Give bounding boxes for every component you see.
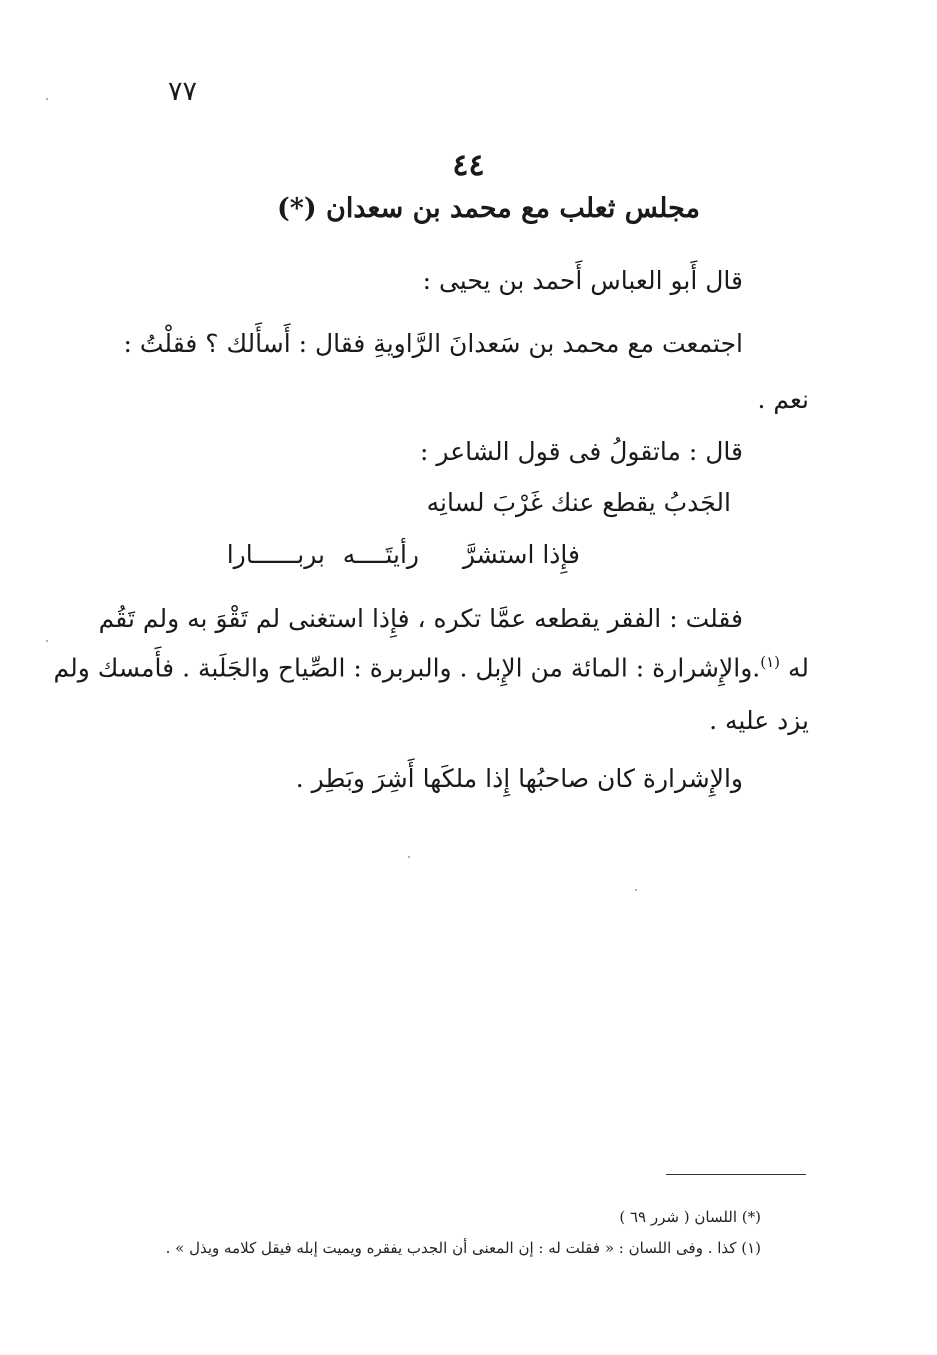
footnote-star: (*) اللسان ( شرر ٦٩ )	[619, 1208, 761, 1226]
para2-line-2	[53, 653, 809, 683]
verse-line-2-part-a: فإِذا استشرَّ	[462, 540, 580, 569]
scan-speck	[408, 856, 410, 858]
body-line-2: اجتمعت مع محمد بن سَعدانَ الرَّاويةِ فقال : أَسأَلك ؟ فقلْتُ :	[123, 329, 743, 358]
chapter-heading: مجلس ثعلب مع محمد بن سعدان (*)	[276, 193, 701, 224]
verse-line-2-part-c: بربــــــارا	[226, 540, 325, 569]
para2-line-3: يزد عليه .	[709, 706, 809, 735]
body-line-1: قال أَبو العباس أَحمد بن يحيى :	[422, 266, 743, 295]
body-line-3: نعم .	[757, 385, 809, 414]
scan-speck	[46, 98, 48, 100]
verse-line-2-part-b: رأيتَــــه	[342, 540, 419, 569]
section-number: ٤٤	[452, 148, 485, 183]
verse-line-1: الجَدبُ يقطع عنك غَرْبَ لسانِه	[426, 488, 731, 517]
para2-line-2-start: له	[787, 653, 809, 683]
body-line-4: قال : ماتقولُ فى قول الشاعر :	[420, 437, 743, 466]
para3-line-1: والإِشرارة كان صاحبُها إِذا ملكَها أَشِرَ وبَطِر .	[295, 764, 743, 793]
para2-line-1: فقلت : الفقر يقطعه عمَّا تكره ، فإِذا استغنى لم تَقْوَ به ولم تَقُم	[98, 604, 743, 633]
para2-line-2-rest: .والإِشرارة : المائة من الإِبل . والبربرة : الصِّياح والجَلَبة . فأَمسك ولم	[53, 653, 761, 683]
scan-speck	[635, 889, 637, 891]
footnote-1: (١) كذا . وفى اللسان : « فقلت له : إن المعنى أن الجدب يفقره ويميت إبله فيقل كلامه ويذل » .	[165, 1239, 761, 1257]
scan-speck	[46, 640, 48, 642]
footnote-divider	[666, 1174, 806, 1175]
page-number: ٧٧	[168, 76, 198, 107]
footnote-ref-1: (١)	[760, 653, 781, 671]
